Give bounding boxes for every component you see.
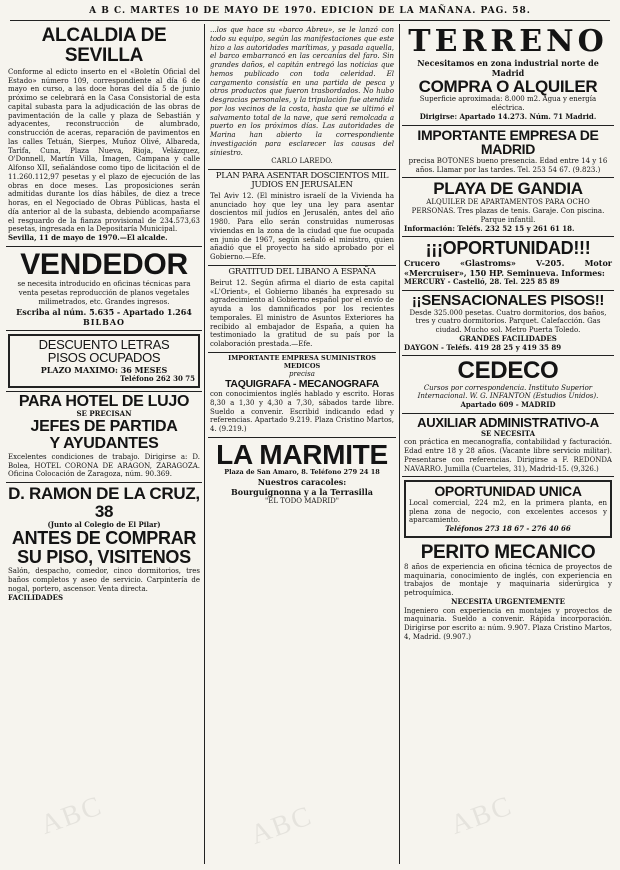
cedeco-body: Cursos por correspondencia. Instituto Superior Internacional. W. G. INFANTON (Estudios Unidos). bbox=[417, 383, 599, 401]
pisos-sub: GRANDES FACILIDADES bbox=[459, 333, 557, 343]
cedeco-ad bbox=[402, 356, 614, 413]
hotel-body: Excelentes condiciones de trabajo. Dirigirse a: D. Bolea, HOTEL CORONA DE ARAGON, ZARAGOZA. Oficina Colocación de Zaragoza, núm. 90.369. bbox=[8, 452, 200, 479]
descuento-phone: Teléfono 262 30 75 bbox=[120, 373, 195, 383]
marmite-line3: "EL TODO MADRID" bbox=[265, 497, 339, 506]
pisos-contact: DAYGON - Teléfs. 419 28 25 y 419 35 89 bbox=[404, 342, 562, 352]
taquigrafa-title: TAQUIGRAFA - MECANOGRAFA bbox=[225, 378, 379, 391]
hotel-line1: JEFES DE PARTIDA bbox=[30, 418, 178, 436]
article-1-body: ...los que hace su «barco Abreu», se le lanzó con todo su equipo, según las manifestaciones que este hizo a las autoridades marítimas, y pasada aquella, el barco embarrancó en las cercanías del faro. Sin grandes daños, el capitán entregó las noticias que hemos publicado con toda celeridad. El cargamento consistía en una partida de pesca y otros productos que fueron trasbordados. No hubo desgracias personales, y la tripulación fue atendida por los vecinos de la costa, hasta que se ultimó el salvamento total de la nave, que será remolcada a puerto en los próximos días. Las autoridades de Marina han abierto la correspondiente investigación para esclarecer las causas del siniestro. bbox=[210, 26, 394, 157]
taquigrafa-precisa: precisa bbox=[289, 370, 315, 379]
descuento-plazo: PLAZO MAXIMO: 36 MESES bbox=[40, 364, 168, 375]
pisos-body: Desde 325.000 pesetas. Cuatro dormitorios, dos baños, tres y cuatro dormitorios. Parquet. Calefacción. Gas ciudad. Mucho sol. Metro Puerta Toledo. bbox=[409, 308, 607, 335]
column-rule bbox=[204, 24, 205, 864]
vendedor-ad bbox=[6, 247, 202, 331]
alcaldia-title: ALCALDIA DE SEVILLA bbox=[41, 25, 167, 66]
page-header bbox=[10, 2, 610, 21]
terreno-title: TERRENO bbox=[408, 24, 608, 59]
gratitud-title: GRATITUD DEL LIBANO A ESPAÑA bbox=[228, 266, 376, 277]
terreno-sub: COMPRA O ALQUILER bbox=[418, 76, 598, 96]
perito-body2: Ingeniero con experiencia en montajes y proyectos de maquinaria. Sueldo a convenir. Rápida incorporación. Dirigirse por escrito a: núm. 9.907. Plaza Cristino Martos, 4, Madrid. (9.907.) bbox=[404, 606, 612, 641]
perito-ad bbox=[402, 541, 614, 645]
hotel-title: PARA HOTEL DE LUJO bbox=[18, 392, 190, 410]
pisos-ad bbox=[402, 291, 614, 357]
oportunidad-title: ¡¡¡OPORTUNIDAD!!! bbox=[425, 238, 591, 259]
vendedor-title: VENDEDOR bbox=[20, 247, 188, 281]
ramon-footer: FACILIDADES bbox=[8, 592, 63, 602]
abc-watermark: ABC bbox=[446, 790, 517, 841]
alcaldia-sign: Sevilla, 11 de mayo de 1970.—El alcalde. bbox=[8, 233, 168, 243]
terreno-ad bbox=[402, 24, 614, 126]
column-rule bbox=[399, 24, 400, 864]
ramon-ad bbox=[6, 483, 202, 605]
auxiliar-title: AUXILIAR ADMINISTRATIVO-A bbox=[417, 414, 599, 430]
cedeco-contact: Apartado 609 - MADRID bbox=[460, 400, 556, 410]
column-3 bbox=[402, 24, 614, 866]
empresa-body: precisa BOTONES bueno presencia. Edad entre 14 y 16 años. Llamar por las tardes. Tel. 253 54 67. (9.823.) bbox=[408, 156, 608, 174]
hotel-ad bbox=[6, 391, 202, 483]
perito-sub: NECESITA URGENTEMENTE bbox=[451, 596, 565, 606]
ramon-line1: ANTES DE COMPRAR bbox=[11, 528, 197, 549]
hotel-line2: Y AYUDANTES bbox=[49, 435, 159, 452]
marmite-line2: Bourguignonna y a la Terrasilla bbox=[231, 487, 373, 498]
plan-title: PLAN PARA ASENTAR DOSCIENTOS MIL JUDIOS EN JERUSALEN bbox=[215, 171, 389, 190]
perito-title: PERITO MECANICO bbox=[420, 541, 596, 563]
terreno-body: Necesitamos en zona industrial norte de Madrid bbox=[417, 57, 599, 78]
unica-body: Local comercial, 224 m2, en la primera planta, en plena zona de negocio, con excelentes accesos y aparcamiento. bbox=[409, 498, 607, 525]
descuento-line1: DESCUENTO LETRAS bbox=[38, 336, 170, 352]
ramon-title: D. RAMON DE LA CRUZ, 38 bbox=[8, 484, 200, 521]
cedeco-title: CEDECO bbox=[457, 357, 559, 385]
plan-article bbox=[208, 170, 396, 266]
perito-body: 8 años de experiencia en oficina técnica de proyectos de maquinaria, conocimiento de inglés, con experiencia en trabajos de montaje y maquinaria siderúrgica y petroquímica. bbox=[404, 562, 612, 598]
pisos-title: ¡¡SENSACIONALES PISOS!! bbox=[411, 291, 605, 309]
oportunidad-ad bbox=[402, 237, 614, 291]
gandia-contact: Información: Teléfs. 232 52 15 y 261 61 18. bbox=[404, 223, 575, 233]
plan-body: Tel Aviv 12. (El ministro israelí de la Vivienda ha anunciado hoy que ley una ley para asentar doscientos mil judíos en Jerusalén, antes del año 1980. Para ello serán construidas numerosas viviendas en la zona de la ciudad que fue ocupada en junio de 1967, según señaló el ministro, quien añadió que el proyecto ha sido aprobado por el Gobierno.—Efe. bbox=[210, 191, 394, 262]
article-1 bbox=[208, 24, 396, 170]
vendedor-city: BILBAO bbox=[82, 316, 126, 327]
column-2 bbox=[208, 24, 396, 866]
column-1 bbox=[6, 24, 202, 866]
auxiliar-ad bbox=[402, 414, 614, 477]
terreno-details: Superficie aproximada: 8.000 m2. Agua y energía eléctrica. bbox=[419, 95, 597, 113]
taquigrafa-top: IMPORTANTE EMPRESA SUMINISTROS MEDICOS bbox=[228, 353, 376, 370]
gandia-body: ALQUILER DE APARTAMENTOS PARA OCHO PERSONAS. Tres plazas de tenis. Garaje. Con piscina. Parque infantil. bbox=[411, 198, 605, 224]
empresa-title: IMPORTANTE EMPRESA DE MADRID bbox=[417, 126, 599, 158]
unica-ad bbox=[404, 480, 612, 538]
oportunidad-contact: MERCURY - Castelló, 28. Tel. 225 85 89 bbox=[404, 277, 560, 287]
taquigrafa-ad bbox=[208, 353, 396, 438]
header-text: A B C. MARTES 10 DE MAYO DE 1970. EDICION DE LA MAÑANA. PAG. 58. bbox=[89, 6, 531, 16]
descuento-line2: PISOS OCUPADOS bbox=[47, 350, 161, 366]
article-1-sign: CARLO LAREDO. bbox=[271, 157, 333, 166]
descuento-ad bbox=[8, 334, 200, 388]
marmite-line1: Nuestros caracoles: bbox=[257, 477, 347, 488]
auxiliar-sub: SE NECESITA bbox=[480, 428, 536, 438]
ramon-line2: SU PISO, VISITENOS bbox=[17, 547, 191, 568]
ramon-sub: (Junto al Colegio de El Pilar) bbox=[47, 519, 161, 529]
taquigrafa-body: con conocimientos inglés hablado y escrito. Horas 8,30 a 1,30 y 4,30 a 7,30, sábados tarde libre. Sueldo a convenir. Escribid indicando edad y referencias. Apartado 9.219. Plaza Cristino Martos, 4. (9.219.) bbox=[210, 390, 394, 434]
gandia-title: PLAYA DE GANDIA bbox=[433, 179, 583, 199]
abc-watermark: ABC bbox=[36, 790, 107, 841]
unica-contact: Teléfonos 273 18 67 - 276 40 66 bbox=[445, 524, 571, 534]
abc-watermark: ABC bbox=[246, 800, 317, 851]
gratitud-body: Beirut 12. Según afirma el diario de esta capital «L'Orient», el Gobierno libanés ha expresado su agradecimiento al Gobierno español por el envío de ayuda a los damnificados por los recientes temporales. El ministro de Asuntos Exteriores ha recibido al embajador de España, a quien ha testimoniado la gratitud de su país por la colaboración prestada.—Efe. bbox=[210, 278, 394, 349]
gratitud-article bbox=[208, 266, 396, 353]
marmite-title: LA MARMITE bbox=[216, 438, 388, 470]
gandia-ad bbox=[402, 178, 614, 237]
marmite-ad bbox=[208, 438, 396, 509]
alcaldia-body: Conforme al edicto inserto en el «Boletín Oficial del Estado» número 109, correspondiente al día 6 de mayo en curso, a las doce horas del día 5 de junio próximo se celebrará en la Casa Consistorial de esta capital subasta para la adjudicación de las obras de pavimentación de la calle y plaza de Sebastián y adyacentes, reconstrucción de alumbrado, construcción de aceras, reparación de pavimentos en las calles Tetuán, Sierpes, Muñoz Olivé, Albareda, Tarifa, Cuna, Plaza Nueva, Rioja, Velázquez, O'Donnell, Martín Villa, Imagen, Campana y calle Alfonso XII, señalándose como tipo de licitación el de 11.260.112,97 pesetas y el plazo de ejecución de las obras en doce meses. Las proposiciones serán admitidas durante los días hábiles, de diez a trece horas, en el Negociado de Obras Públicas, hasta el día anterior al de la subasta, debiendo acompañarse el resguardo de la fianza provisional de 234.573,63 pesetas, ingresada en la Depositaría Municipal. bbox=[8, 67, 200, 234]
auxiliar-body: con práctica en mecanografía, contabilidad y facturación. Edad entre 18 y 28 años. (Vacante libre servicio militar). Presentarse con referencias. Dirigirse a F. REDONDA NAVARRO. Jumilla (Cuarteles, 31), Madrid-15. (9,326.) bbox=[404, 438, 612, 473]
hotel-sub: SE PRECISAN bbox=[76, 409, 132, 419]
alcaldia-notice bbox=[6, 24, 202, 247]
unica-title: OPORTUNIDAD UNICA bbox=[434, 483, 582, 500]
vendedor-body: se necesita introducido en oficinas técnicas para venta pesetas reproducción de planos vegetales milimetrados, etc. Grandes ingresos. bbox=[17, 280, 191, 306]
empresa-ad bbox=[402, 126, 614, 179]
marmite-address: Plaza de San Amaro, 8. Teléfono 279 24 18 bbox=[224, 468, 380, 477]
terreno-contact: Dirigirse: Apartado 14.273. Núm. 71 Madrid. bbox=[419, 111, 597, 121]
vendedor-contact: Escriba al núm. 5.635 - Apartado 1.264 bbox=[16, 306, 192, 317]
oportunidad-body: Crucero «Glastroms» V-205. Motor «Mercruiser», 150 HP. Seminueva. Informes: bbox=[404, 258, 612, 279]
ramon-body: Salón, despacho, comedor, cinco dormitorios, tres baños completos y aseo de servicio. Carpintería de nogal, portero, ascensor. Venta directa. bbox=[8, 567, 200, 593]
